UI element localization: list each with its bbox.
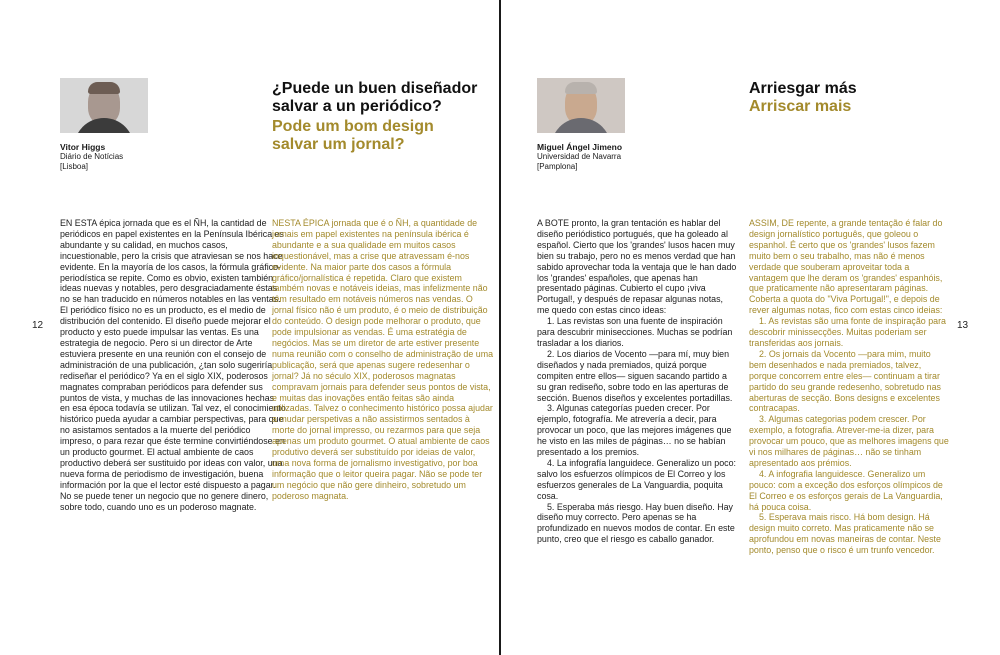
article-text: NESTA ÉPICA jornada que é o ÑH, a quantidade de jornais em papel existentes na península ibérica é abundante e a sua qualidade em muitos casos inquestionável, mas a crise que atravessam é-nos evidente. Na maior parte dos casos a fórmula gráfico/jornalística é repetida. Claro que existem também novas e notáveis ideias, mas infelizmente não têm resultado em notáveis números nas vendas. O jornal físico não é um produto, é o meio de distribuição do conteúdo. O design pode melhorar o produto, que pode impulsionar as vendas. É uma estratégia de negócios. Mas se um diretor de arte estiver presente numa reunião com o conselho de administração de uma publicação, será que apenas sugere redesenhar o jornal? Já no século XIX, poderosos magnatas compravam jornais para defender seus pontos de vista, e muitas das inovações então feitas são ainda utilizadas. Talvez o conhecimento histórico possa ajudar a mudar perspetivas a não assistirmos sentados à morte do jornal impresso, ou rezarmos para que seja apenas um produto gourmet. O atual ambiente de caos produtivo deverá ser substituído por ideias de valor, uma nova forma de jornalismo investigativo, por boa informação que o leitor queira pagar. Não se pode ter um negócio que não gere dinheiro, sobretudo um poderoso magnata. [272,218,494,501]
article-intro: A BOTE pronto, la gran tentación es hablar del diseño periódistico portugués, que ha goleado al español. Cierto que los 'grandes' lusos hacen muy bien su trabajo, pero no es menos verdad que han sabido aprovechar toda la ventaja que le han dado los 'grandes' españoles, que apenas han presentado páginas. Cubierto el cupo ¡viva Portugal!, y después de repasar algunas notas, me quedo con estas cinco ideas: [537,218,737,316]
author-block-right [537,78,625,172]
author-photo [537,78,625,133]
article-column-portuguese [272,218,494,502]
headline-spanish: Arriesgar más [749,80,857,97]
page-number-right: 13 [957,320,969,331]
headline-portuguese: Arriscar mais [749,98,852,115]
list-item: 3. Algumas categorias podem crescer. Por exemplo, a fotografia. Atrever-me-ia dizer, para provocar um pouco, que as melhores imagens que vi nos milhares de páginas… não se tinham apresentado aos prémios. [749,414,949,468]
article-column-spanish [537,218,737,545]
page-gutter [499,0,501,655]
author-photo [60,78,148,133]
author-location: [Pamplona] [537,162,578,171]
list-item: 2. Los diarios de Vocento —para mí, muy bien diseñados y nada premiados, quizá porque compiten entre ellos— siguen sacando partido a su gran rediseño, sobre todo en las aperturas de sección. Buenos diseños y excelentes portadillas. [537,348,733,403]
headline-spanish: ¿Puede un buen diseñador salvar a un periódico? [272,80,478,115]
author-name: Miguel Ángel Jimeno [537,142,623,152]
author-name: Vitor Higgs [60,142,106,152]
list-item: 5. Esperaba más riesgo. Hay buen diseño. Hay diseño muy correcto. Pero apenas se ha profundizado en nuevos modos de contar. En este punto, creo que el riesgo es caballo ganador. [537,501,735,545]
article-text: EN ESTA épica jornada que es el ÑH, la cantidad de periódicos en papel existentes en la Península Ibérica es abundante y su calidad, en muchos casos, incuestionable, pero la crisis que atraviesan se nos hace evidente. En la mayoría de los casos, la fórmula gráfico-periodística se repite. Como es obvio, existen también ideas nuevas y notables, pero desgraciadamente éstas no se han traducido en números notables en las ventas. El periódico físico no es un producto, es el medio de distribución del contenido. El diseño puede mejorar el producto y esto puede impulsar las ventas. Es una estrategia de negocio. Pero si un director de Arte estuviera presente en una reunión con el consejo de administración de una publicación, ¿tan solo sugeriría rediseñar el periódico? Ya en el siglo XIX, poderosos magnates compraban periódicos para defender sus puntos de vista, y muchas de las innovaciones hechas en esa época todavía se utilizan. Tal vez, el conocimiento histórico pueda ayudar a cambiar perspectivas, para que no asistamos sentados a la muerte del periódico impreso, o para rezar que éste termine convirtiéndose en un producto gourmet. El actual ambiente de caos productivo deberá ser sustituido por ideas con valor, una nueva forma de periodismo de investigación, buena información por la que el lector esté dispuesto a pagar. No se puede tener un negocio que no genere dinero, sobre todo, cuando uno es un poderoso magnate. [60,218,286,512]
list-item: 2. Os jornais da Vocento —para mim, muito bem desenhados e nada premiados, talvez, porque concorrem entre eles— continuam a tirar partido do seu grande redesenho, sobretudo nas aberturas de secção. Bons designs e excelentes contracapas. [749,348,941,414]
page-number-left: 12 [32,320,44,331]
article-column-portuguese [749,218,949,556]
list-item: 4. La infografía languidece. Generalizo un poco: salvo los esfuerzos olímpicos de El Correo y los esfuerzos generales de La Vanguardia, poquita cosa. [537,457,736,501]
author-affiliation: Diário de Notícias [60,152,124,161]
article-column-spanish [60,218,286,512]
headline-portuguese: Pode um bom design salvar um jornal? [272,118,434,153]
author-block-left [60,78,148,172]
list-item: 5. Esperava mais risco. Há bom design. Há design muito correto. Mas praticamente não se aprofundou em novas maneiras de contar. Neste ponto, penso que o risco é um trunfo vencedor. [749,512,941,556]
list-item: 4. A infografia languidesce. Generalizo um pouco: com a exceção dos esforços olímpicos de El Correo e os esforços gerais de La Vanguardia, há pouca coisa. [749,468,943,512]
list-item: 1. Las revistas son una fuente de inspiración para descubrir minisecciones. Muchas se podrían trasladar a los diarios. [537,316,733,348]
list-item: 1. As revistas são uma fonte de inspiração para descobrir minissecções. Muitas poderiam ser transferidas aos jornais. [749,316,946,348]
article-intro: ASSIM, DE repente, a grande tentação é falar do design jornalístico português, que goleou o espanhol. É certo que os 'grandes' lusos fazem muito bem o seu trabalho, mas não é menos verdade que souberam aproveitar toda a vantagem que lhe deram os 'grandes' espanhóis, que praticamente não apresentaram páginas. Coberta a quota do "Viva Portugal!", e depois de rever algumas notas, fico com estas cinco ideias: [749,218,943,316]
author-affiliation: Universidad de Navarra [537,152,622,161]
author-location: [Lisboa] [60,162,89,171]
list-item: 3. Algunas categorías pueden crecer. Por ejemplo, fotografía. Me atrevería a decir, para provocar un poco, que las mejores imágenes que he visto en las miles de páginas… no se habían presentado a los premios. [537,403,732,458]
